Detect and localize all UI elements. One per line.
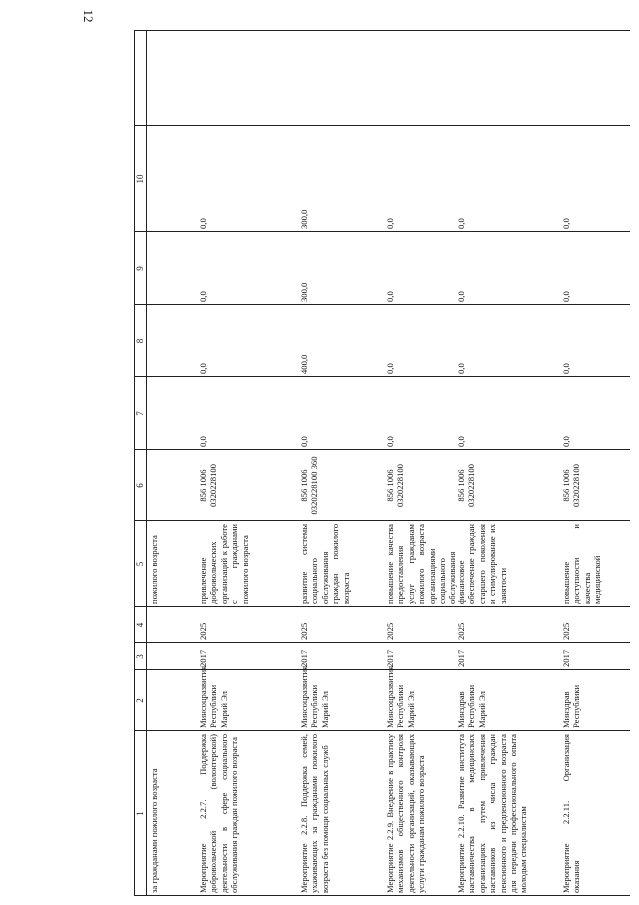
cell-8: 0,0: [385, 363, 395, 374]
cell-5: пожилого возраста: [149, 535, 159, 604]
cell-6: 856 1006 0320228100 360: [299, 456, 320, 515]
column-header: 9: [135, 266, 145, 271]
column-border: [134, 520, 630, 521]
cell-5: развитие системы социального обслуживания граждан пожилого возраста: [299, 524, 351, 604]
cell-3: 2017: [385, 649, 395, 667]
cell-5: привлечение добровольческих организаций к работе с гражданами пожилого возраста: [198, 524, 250, 604]
cell-10: 0,0: [198, 218, 208, 229]
cell-4: 2025: [299, 622, 309, 640]
column-border: [134, 669, 630, 670]
column-border: [134, 125, 630, 126]
cell-3: 2017: [198, 649, 208, 667]
column-border: [134, 606, 630, 607]
cell-6: 856 1006 0320228100: [456, 464, 477, 507]
cell-7: 0,0: [198, 436, 208, 447]
column-border: [134, 730, 630, 731]
cell-2: Минздрав Республики: [561, 684, 582, 728]
column-header: 8: [135, 338, 145, 344]
header-bottom-border: [146, 31, 147, 896]
cell-8: 0,0: [456, 363, 466, 374]
column-header: 7: [135, 411, 145, 416]
cell-10: 0,0: [456, 218, 466, 229]
cell-6: 856 1006 0320228100: [198, 464, 219, 507]
column-border: [134, 376, 630, 377]
column-header: 5: [135, 561, 145, 567]
column-border: [134, 231, 630, 232]
cell-4: 2025: [561, 622, 571, 640]
column-header: 1: [135, 811, 145, 816]
cell-7: 0,0: [299, 436, 309, 447]
cell-7: 0,0: [385, 436, 395, 447]
column-header: 6: [135, 483, 145, 488]
cell-3: 2017: [456, 649, 466, 667]
page-number: 12: [81, 9, 96, 23]
cell-3: 2017: [299, 649, 309, 667]
cell-6: 856 1006 0320228100: [385, 464, 406, 507]
cell-1: Мероприятие 2.2.8. Поддержка семей, ухаживающих за гражданами пожилого возраста без помощи социальных служб: [299, 734, 330, 893]
column-header: 2: [135, 698, 145, 703]
cell-9: 0,0: [198, 291, 208, 302]
cell-2: Минсоцразвития Республики Марий Эл: [198, 665, 229, 728]
cell-10: 300,0: [299, 209, 309, 229]
column-header: 10: [135, 174, 145, 184]
cell-9: 0,0: [456, 291, 466, 302]
column-border: [134, 642, 630, 643]
cell-7: 0,0: [561, 436, 571, 447]
cell-9: 0,0: [385, 291, 395, 302]
cell-1: Мероприятие 2.2.9. Внедрение в практику механизмов общественного контроля деятельности организаций, оказывающих услуги гражданам пожилого возраста: [385, 734, 427, 893]
column-header: 4: [135, 622, 145, 628]
cell-4: 2025: [456, 622, 466, 640]
cell-7: 0,0: [456, 436, 466, 447]
cell-5: повышение качества предоставления услуг гражданам пожилого возраста организациями социального обслуживания: [385, 524, 458, 604]
cell-8: 0,0: [561, 363, 571, 374]
data-table: [134, 31, 630, 896]
cell-4: 2025: [198, 622, 208, 640]
cell-4: 2025: [385, 622, 395, 640]
cell-3: 2017: [561, 649, 571, 667]
cell-1: Мероприятие 2.2.7. Поддержка добровольческой (волонтерской) деятельности в сфере социального обслуживания граждан пожилого возраста: [198, 734, 240, 893]
column-header: 3: [135, 654, 145, 659]
column-border: [134, 895, 630, 896]
cell-8: 400,0: [299, 354, 309, 374]
column-border: [134, 304, 630, 305]
cell-6: 856 1006 0320228100: [561, 464, 582, 507]
cell-9: 0,0: [561, 291, 571, 302]
column-border: [134, 30, 630, 31]
cell-2: Минсоцразвития Республики Марий Эл: [299, 665, 330, 728]
cell-5: повышение доступности и качества медицинской: [561, 524, 603, 604]
cell-5: финансовое обеспечение граждан старшего поколения и стимулирование их занятости: [456, 524, 508, 604]
cell-10: 0,0: [561, 218, 571, 229]
cell-1: Мероприятие 2.2.10. Развитие института наставничества в медицинских организациях путем привлечения наставников из числа граждан пенсионного и предпенсионного возраста для передачи профессионального опыта молодым специалистам: [456, 734, 529, 893]
cell-1: Мероприятие 2.2.11. Организация оказания: [561, 734, 582, 893]
column-border: [134, 449, 630, 450]
cell-1: за гражданами пожилого возраста: [149, 768, 159, 893]
cell-2: Минсоцразвития Республики Марий Эл: [385, 665, 416, 728]
cell-9: 300,0: [299, 282, 309, 302]
cell-2: Минздрав Республики Марий Эл: [456, 684, 487, 728]
cell-10: 0,0: [385, 218, 395, 229]
cell-8: 0,0: [198, 363, 208, 374]
